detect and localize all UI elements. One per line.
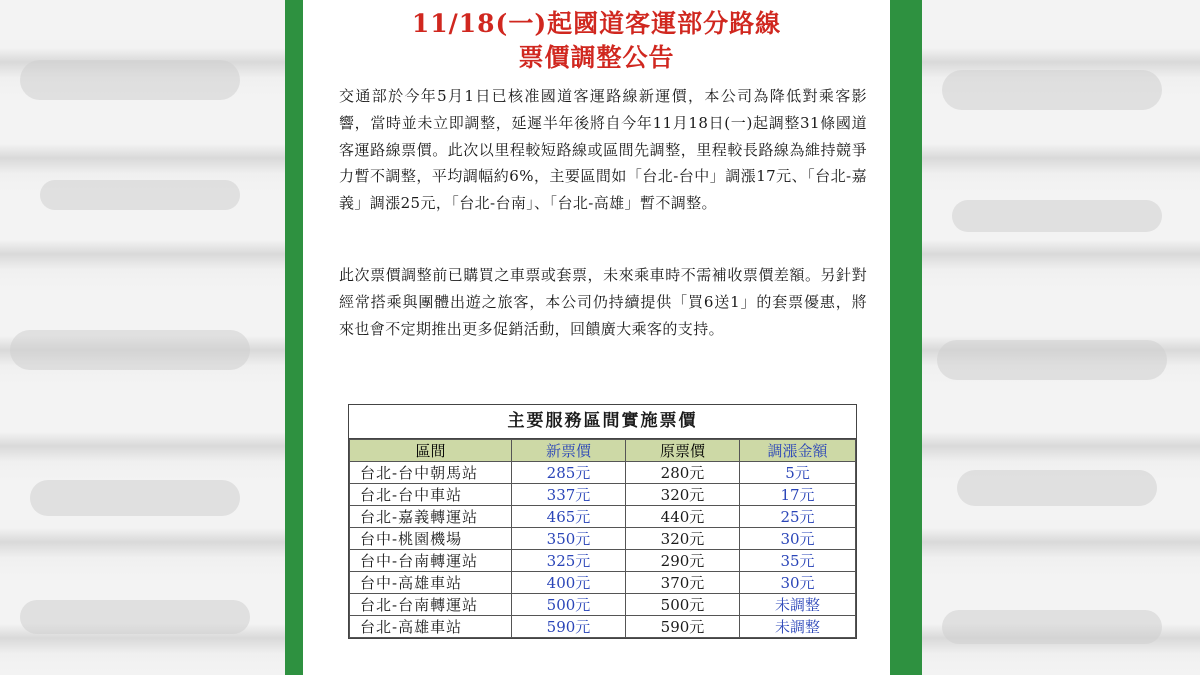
route-cell: 台北-台中車站 <box>350 484 512 506</box>
table-row <box>350 594 856 616</box>
old-fare-cell: 440元 <box>626 506 740 528</box>
route-cell: 台北-嘉義轉運站 <box>350 506 512 528</box>
table-row <box>350 462 856 484</box>
old-fare-cell: 320元 <box>626 528 740 550</box>
increase-cell: 5元 <box>740 462 856 484</box>
table-row <box>350 616 856 638</box>
blurred-background-right <box>922 0 1200 675</box>
new-fare-cell: 350元 <box>512 528 626 550</box>
blurred-background-left <box>0 0 285 675</box>
increase-cell: 未調整 <box>740 616 856 638</box>
route-cell: 台北-台中朝馬站 <box>350 462 512 484</box>
fare-table-title: 主要服務區間實施票價 <box>349 405 856 439</box>
fare-table <box>348 404 857 639</box>
new-fare-cell: 465元 <box>512 506 626 528</box>
new-fare-cell: 325元 <box>512 550 626 572</box>
route-cell: 台北-台南轉運站 <box>350 594 512 616</box>
old-fare-cell: 500元 <box>626 594 740 616</box>
old-fare-cell: 290元 <box>626 550 740 572</box>
table-row <box>350 484 856 506</box>
old-fare-cell: 370元 <box>626 572 740 594</box>
increase-cell: 25元 <box>740 506 856 528</box>
new-fare-cell: 500元 <box>512 594 626 616</box>
header-old-fare: 原票價 <box>626 440 740 462</box>
increase-cell: 未調整 <box>740 594 856 616</box>
table-row <box>350 550 856 572</box>
old-fare-cell: 280元 <box>626 462 740 484</box>
header-new-fare: 新票價 <box>512 440 626 462</box>
header-increase: 調漲金額 <box>740 440 856 462</box>
route-cell: 台中-高雄車站 <box>350 572 512 594</box>
table-row <box>350 506 856 528</box>
new-fare-cell: 337元 <box>512 484 626 506</box>
increase-cell: 35元 <box>740 550 856 572</box>
notice-paragraph-2: 此次票價調整前已購買之車票或套票，未來乘車時不需補收票價差額。另針對經常搭乘與團體出遊之旅客，本公司仍持續提供「買6送1」的套票優惠，將來也會不定期推出更多促銷活動，回饋廣大乘客的支持。 <box>339 266 867 338</box>
old-fare-cell: 590元 <box>626 616 740 638</box>
table-row <box>350 572 856 594</box>
new-fare-cell: 285元 <box>512 462 626 484</box>
route-cell: 台中-桃園機場 <box>350 528 512 550</box>
notice-title-line2: 票價調整公告 <box>518 43 675 72</box>
table-row <box>350 528 856 550</box>
notice-paragraph-1: 交通部於今年5月1日已核准國道客運路線新運價，本公司為降低對乘客影響，當時並未立即調整，延遲半年後將自今年11月18日(一)起調整31條國道客運路線票價。此次以里程較短路線或區間先調整，里程較長路線為維持競爭力暫不調整，平均調幅約6%，主要區間如「台北-台中」調漲17元、「台北-嘉義」調漲25元，「台北-台南」、「台北-高雄」暫不調整。 <box>339 87 867 213</box>
notice-title-line1: 11/18(一)起國道客運部分路線 <box>411 9 782 38</box>
increase-cell: 30元 <box>740 572 856 594</box>
increase-cell: 17元 <box>740 484 856 506</box>
increase-cell: 30元 <box>740 528 856 550</box>
notice-document <box>303 0 890 675</box>
fare-table-header-row <box>350 440 856 462</box>
new-fare-cell: 400元 <box>512 572 626 594</box>
header-route: 區間 <box>350 440 512 462</box>
new-fare-cell: 590元 <box>512 616 626 638</box>
route-cell: 台北-高雄車站 <box>350 616 512 638</box>
old-fare-cell: 320元 <box>626 484 740 506</box>
route-cell: 台中-台南轉運站 <box>350 550 512 572</box>
